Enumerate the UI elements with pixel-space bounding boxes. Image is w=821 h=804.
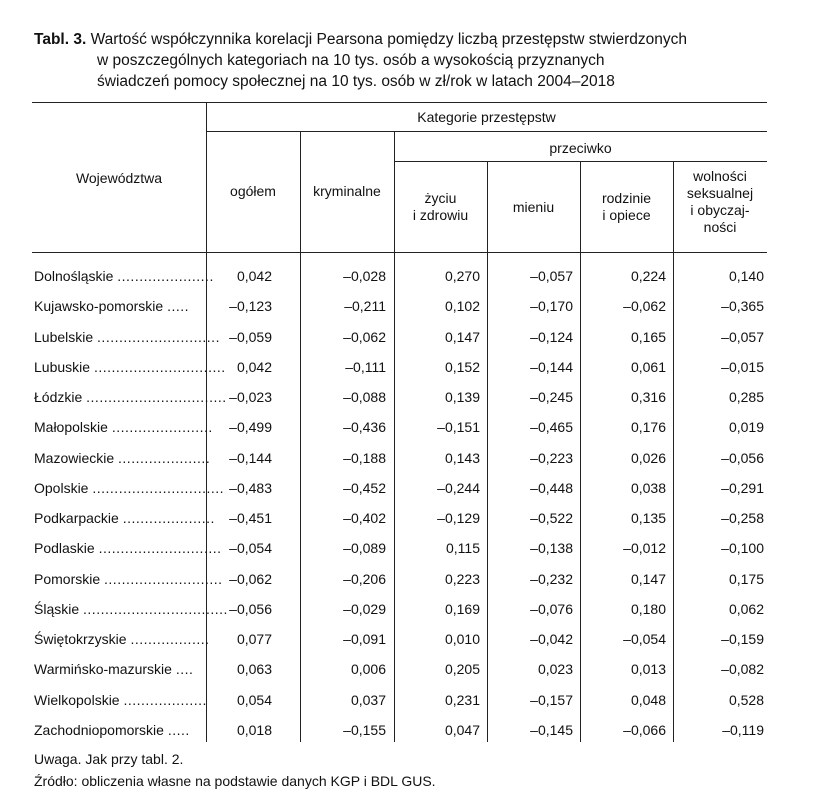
value-cell: –0,291 bbox=[721, 479, 764, 496]
value-cell: –0,206 bbox=[343, 570, 386, 587]
value-cell: –0,483 bbox=[229, 479, 272, 496]
value-cell: –0,451 bbox=[229, 510, 272, 526]
value-cell: –0,436 bbox=[343, 419, 386, 436]
value-cell: –0,157 bbox=[530, 691, 573, 708]
table-row bbox=[32, 504, 767, 534]
region-name-cell bbox=[34, 600, 228, 617]
header-freedom bbox=[673, 168, 767, 236]
region-name: Lubelskie bbox=[34, 328, 94, 345]
value-cell: –0,062 bbox=[343, 328, 386, 345]
table-row bbox=[32, 292, 767, 322]
header-criminal: kryminalne bbox=[313, 183, 381, 199]
value-cell: –0,054 bbox=[623, 631, 666, 647]
value-cell: –0,138 bbox=[530, 540, 573, 557]
region-name-cell bbox=[34, 691, 207, 708]
value-cell: –0,522 bbox=[530, 510, 573, 526]
leader-dots: .............................. bbox=[92, 479, 225, 496]
header-freedom-line-3: i obyczaj- bbox=[690, 202, 750, 218]
value-cell: –0,155 bbox=[343, 721, 386, 738]
table-row bbox=[32, 323, 767, 353]
value-cell: –0,119 bbox=[722, 721, 764, 738]
leader-dots: ...................... bbox=[117, 268, 214, 284]
header-family bbox=[580, 190, 673, 224]
header-against: przeciwko bbox=[549, 140, 612, 156]
leader-dots: ..................... bbox=[118, 449, 211, 466]
value-cell: 0,285 bbox=[728, 389, 764, 405]
value-cell: 0,010 bbox=[444, 631, 480, 647]
value-cell: –0,452 bbox=[343, 479, 386, 496]
value-cell: –0,029 bbox=[343, 600, 386, 617]
header-life bbox=[394, 190, 487, 224]
value-cell: 0,102 bbox=[444, 298, 480, 315]
value-cell: –0,056 bbox=[721, 449, 764, 466]
header-freedom-line-4: ności bbox=[703, 219, 737, 235]
region-name: Warmińsko-mazurskie bbox=[34, 661, 172, 678]
region-name-cell bbox=[34, 631, 210, 647]
region-name: Podlaskie bbox=[34, 540, 95, 557]
value-cell: 0,224 bbox=[630, 268, 666, 284]
header-family-line-2: i opiece bbox=[602, 207, 651, 223]
region-name: Pomorskie bbox=[34, 570, 101, 587]
value-cell: 0,147 bbox=[444, 328, 480, 345]
leader-dots: ................................. bbox=[83, 600, 228, 617]
table-row bbox=[32, 353, 767, 383]
value-cell: 0,175 bbox=[728, 570, 764, 587]
value-cell: –0,054 bbox=[229, 540, 272, 557]
value-cell: –0,258 bbox=[721, 510, 764, 526]
leader-dots: ................... bbox=[123, 691, 207, 708]
region-name: Zachodniopomorskie bbox=[34, 721, 164, 738]
table-caption bbox=[34, 29, 794, 92]
value-cell: –0,402 bbox=[343, 510, 386, 526]
region-name: Świętokrzyskie bbox=[34, 631, 127, 647]
region-name-cell bbox=[34, 661, 204, 677]
value-cell: 0,077 bbox=[236, 631, 272, 647]
value-cell: 0,223 bbox=[444, 570, 480, 587]
region-name: Mazowieckie bbox=[34, 449, 115, 466]
table-row bbox=[32, 262, 767, 292]
region-name-cell bbox=[34, 389, 227, 405]
value-cell: –0,111 bbox=[345, 358, 386, 375]
leader-dots: .................. bbox=[130, 631, 210, 647]
value-cell: 0,048 bbox=[630, 691, 666, 708]
value-cell: –0,151 bbox=[437, 419, 480, 436]
region-name-cell bbox=[34, 510, 215, 526]
region-name-cell bbox=[34, 268, 214, 284]
leader-dots: ........................... bbox=[104, 570, 223, 587]
correlation-table bbox=[32, 102, 767, 742]
value-cell: –0,066 bbox=[623, 721, 666, 738]
value-cell: 0,019 bbox=[728, 419, 764, 436]
header-region: Województwa bbox=[75, 170, 163, 186]
value-cell: –0,465 bbox=[530, 419, 573, 436]
header-life-line-1: życiu bbox=[424, 190, 457, 206]
value-cell: 0,169 bbox=[444, 600, 480, 617]
value-cell: –0,057 bbox=[530, 268, 573, 284]
value-cell: –0,365 bbox=[721, 298, 764, 315]
value-cell: 0,054 bbox=[236, 691, 272, 708]
value-cell: 0,205 bbox=[444, 661, 480, 678]
region-name: Łódzkie bbox=[34, 389, 83, 405]
region-name-cell bbox=[34, 449, 211, 466]
value-cell: –0,123 bbox=[229, 298, 272, 315]
value-cell: –0,499 bbox=[229, 419, 272, 436]
region-name: Podkarpackie bbox=[34, 510, 119, 526]
header-freedom-line-1: wolności bbox=[693, 168, 747, 184]
value-cell: –0,076 bbox=[530, 600, 573, 617]
leader-dots: ..................... bbox=[122, 510, 215, 526]
header-total: ogółem bbox=[230, 183, 276, 199]
value-cell: 0,042 bbox=[236, 358, 272, 375]
value-cell: –0,232 bbox=[530, 570, 573, 587]
value-cell: –0,144 bbox=[229, 449, 272, 466]
value-cell: –0,028 bbox=[343, 268, 386, 284]
caption-line-1 bbox=[34, 29, 794, 50]
value-cell: 0,115 bbox=[446, 540, 480, 557]
table-row bbox=[32, 625, 767, 655]
region-name: Wielkopolskie bbox=[34, 691, 120, 708]
value-cell: 0,042 bbox=[236, 268, 272, 284]
value-cell: 0,528 bbox=[728, 691, 764, 708]
table-row bbox=[32, 716, 767, 746]
value-cell: –0,056 bbox=[229, 600, 272, 617]
header-family-line-1: rodzinie bbox=[601, 190, 652, 206]
value-cell: 0,018 bbox=[236, 721, 272, 738]
header-property: mieniu bbox=[512, 199, 555, 215]
value-cell: –0,012 bbox=[623, 540, 666, 557]
value-cell: 0,047 bbox=[444, 721, 480, 738]
table-note: Uwaga. Jak przy tabl. 2. bbox=[34, 751, 184, 767]
leader-dots: ............................ bbox=[98, 540, 222, 557]
value-cell: –0,124 bbox=[530, 328, 573, 345]
value-cell: –0,089 bbox=[343, 540, 386, 557]
region-name: Małopolskie bbox=[34, 419, 108, 436]
leader-dots: .............................. bbox=[93, 358, 226, 375]
value-cell: –0,100 bbox=[721, 540, 764, 557]
table-row bbox=[32, 565, 767, 595]
region-name-cell bbox=[34, 419, 213, 436]
table-row bbox=[32, 383, 767, 413]
caption-text-1: Wartość współczynnika korelacji Pearsona pomiędzy liczbą przestępstw stwierdzonych bbox=[90, 31, 687, 48]
value-cell: 0,143 bbox=[444, 449, 480, 466]
value-cell: 0,231 bbox=[444, 691, 480, 708]
leader-dots: ................................ bbox=[86, 389, 227, 405]
value-cell: –0,062 bbox=[229, 570, 272, 587]
header-life-line-2: i zdrowiu bbox=[412, 207, 469, 223]
region-name: Opolskie bbox=[34, 479, 89, 496]
value-cell: –0,170 bbox=[530, 298, 573, 315]
value-cell: –0,245 bbox=[530, 389, 573, 405]
value-cell: 0,316 bbox=[630, 389, 666, 405]
region-name: Śląskie bbox=[34, 600, 80, 617]
table-row bbox=[32, 413, 767, 443]
region-name: Dolnośląskie bbox=[34, 268, 114, 284]
value-cell: –0,082 bbox=[721, 661, 764, 678]
value-cell: –0,244 bbox=[437, 479, 480, 496]
header-categories: Kategorie przestępstw bbox=[417, 109, 556, 125]
value-cell: 0,063 bbox=[236, 661, 272, 678]
caption-line-3: świadczeń pomocy społecznej na 10 tys. osób w zł/rok w latach 2004–2018 bbox=[97, 73, 615, 90]
value-cell: –0,091 bbox=[343, 631, 386, 647]
value-cell: 0,037 bbox=[350, 691, 386, 708]
header-bottom-rule bbox=[32, 252, 767, 253]
value-cell: 0,013 bbox=[630, 661, 666, 678]
value-cell: –0,159 bbox=[721, 631, 764, 647]
table-source: Źródło: obliczenia własne na podstawie danych KGP i BDL GUS. bbox=[34, 773, 436, 789]
value-cell: 0,140 bbox=[728, 268, 764, 284]
region-name: Kujawsko-pomorskie bbox=[34, 298, 164, 315]
value-cell: –0,042 bbox=[530, 631, 573, 647]
value-cell: –0,223 bbox=[530, 449, 573, 466]
value-cell: –0,144 bbox=[530, 358, 573, 375]
value-cell: –0,145 bbox=[530, 721, 573, 738]
leader-dots: ....................... bbox=[111, 419, 213, 436]
table-row bbox=[32, 474, 767, 504]
value-cell: –0,188 bbox=[343, 449, 386, 466]
caption-line-2: w poszczególnych kategoriach na 10 tys. osób a wysokością przyznanych bbox=[97, 52, 605, 69]
top-rule bbox=[32, 102, 767, 103]
value-cell: –0,057 bbox=[721, 328, 764, 345]
value-cell: –0,062 bbox=[623, 298, 666, 315]
region-name-cell bbox=[34, 540, 222, 557]
value-cell: 0,152 bbox=[444, 358, 480, 375]
table-row bbox=[32, 444, 767, 474]
value-cell: 0,026 bbox=[630, 449, 666, 466]
value-cell: –0,211 bbox=[344, 298, 386, 315]
region-name-cell bbox=[34, 358, 226, 375]
value-cell: 0,061 bbox=[630, 358, 666, 375]
value-cell: –0,059 bbox=[229, 328, 272, 345]
table-row bbox=[32, 655, 767, 685]
categories-rule bbox=[206, 131, 767, 132]
region-name-cell bbox=[34, 570, 223, 587]
region-name: Lubuskie bbox=[34, 358, 91, 375]
value-cell: 0,006 bbox=[350, 661, 386, 678]
value-cell: –0,448 bbox=[530, 479, 573, 496]
value-cell: 0,176 bbox=[630, 419, 666, 436]
value-cell: –0,088 bbox=[343, 389, 386, 405]
region-name-cell bbox=[34, 328, 220, 345]
value-cell: 0,139 bbox=[444, 389, 480, 405]
value-cell: 0,062 bbox=[728, 600, 764, 617]
value-cell: –0,129 bbox=[437, 510, 480, 526]
value-cell: 0,023 bbox=[537, 661, 573, 678]
leader-dots: ............................ bbox=[97, 328, 220, 345]
table-row bbox=[32, 686, 767, 716]
leader-dots: ..... bbox=[167, 298, 190, 315]
region-name-cell bbox=[34, 479, 225, 496]
value-cell: 0,165 bbox=[630, 328, 666, 345]
region-name-cell bbox=[34, 298, 204, 314]
header-freedom-line-2: seksualnej bbox=[686, 185, 754, 201]
table-row bbox=[32, 534, 767, 564]
caption-label: Tabl. 3. bbox=[34, 31, 87, 48]
value-cell: 0,180 bbox=[630, 600, 666, 617]
value-cell: 0,135 bbox=[630, 510, 666, 526]
value-cell: –0,023 bbox=[229, 389, 272, 405]
table-row bbox=[32, 595, 767, 625]
value-cell: 0,270 bbox=[444, 268, 480, 284]
value-cell: –0,015 bbox=[721, 358, 764, 375]
value-cell: 0,038 bbox=[630, 479, 666, 496]
leader-dots: ..... bbox=[167, 721, 190, 738]
region-name-cell bbox=[34, 722, 204, 738]
value-cell: 0,147 bbox=[630, 570, 666, 587]
leader-dots: .... bbox=[175, 661, 194, 678]
